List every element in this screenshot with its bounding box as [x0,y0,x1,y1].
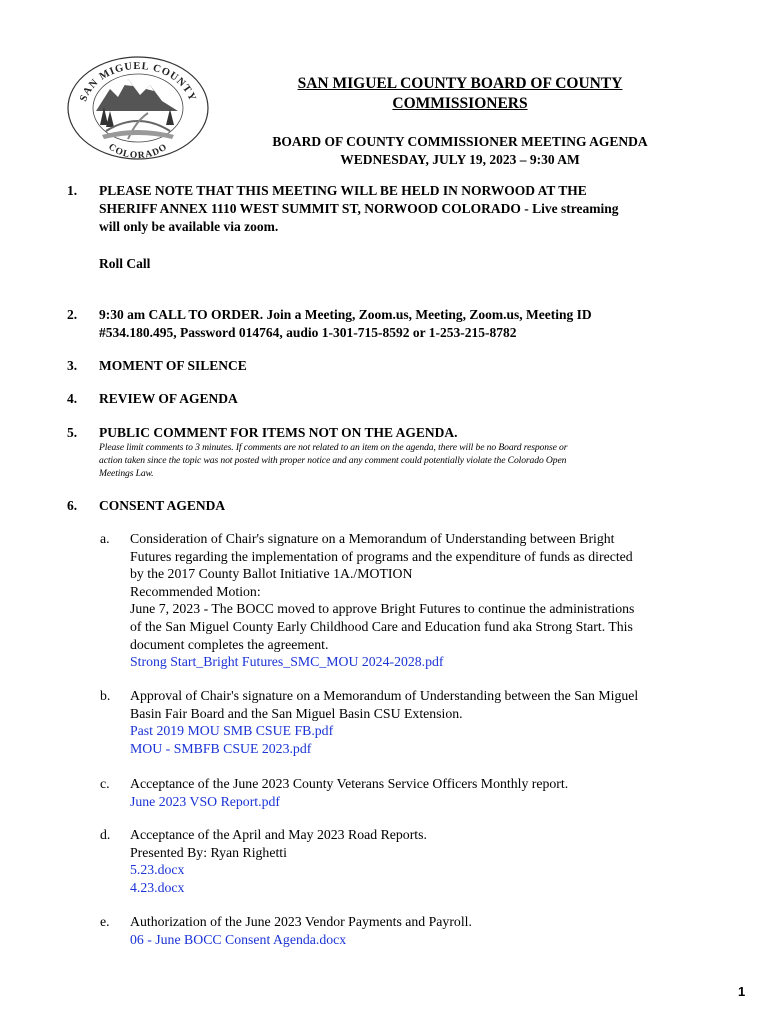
public-comment-note: Please limit comments to 3 minutes. If comments are not related to an item on the agenda, there will be no Board response or action taken since the topic was not posted with proper notice and any comment could potentially violate the Colorado Open Meetings Law. [99,442,568,479]
item-text: PUBLIC COMMENT FOR ITEMS NOT ON THE AGENDA. [99,425,458,440]
item-number: 5. [67,425,78,440]
item-number: 6. [67,498,78,513]
document-subtitle [250,133,670,169]
item-text-line: PLEASE NOTE THAT THIS MEETING WILL BE HELD IN NORWOOD AT THE [99,183,587,198]
attachment-link[interactable]: 5.23.docx [130,862,185,878]
seal-bottom-text: COLORADO [106,142,170,161]
attachment-link[interactable]: 06 - June BOCC Consent Agenda.docx [130,931,347,947]
attachment-link[interactable]: 4.23.docx [130,879,185,895]
sub-item-letter: a. [100,531,110,546]
item-text: CONSENT AGENDA [99,498,226,513]
item-text: MOMENT OF SILENCE [99,358,247,373]
page-number: 1 [738,984,746,999]
sub-item-letter: d. [100,827,111,842]
item-text-line: will only be available via zoom. [99,219,279,234]
item-number: 1. [67,183,78,198]
item-text-line: SHERIFF ANNEX 1110 WEST SUMMIT ST, NORWOOD COLORADO - Live streaming [99,201,619,216]
attachment-link[interactable]: Strong Start_Bright Futures_SMC_MOU 2024-2028.pdf [130,654,444,670]
sub-item-letter: b. [100,688,111,703]
item-text: REVIEW OF AGENDA [99,391,238,406]
item-text-line: 9:30 am CALL TO ORDER. Join a Meeting, Zoom.us, Meeting, Zoom.us, Meeting ID [99,307,592,322]
item-number: 3. [67,358,78,373]
attachment-link[interactable]: June 2023 VSO Report.pdf [130,793,280,809]
subtitle-line-1: BOARD OF COUNTY COMMISSIONER MEETING AGENDA [272,134,648,149]
item-text-line: #534.180.495, Password 014764, audio 1-301-715-8592 or 1-253-215-8782 [99,325,517,340]
title-line-2: COMMISSIONERS [392,95,528,112]
attachment-link[interactable]: MOU - SMBFB CSUE 2023.pdf [130,740,312,756]
county-seal-logo [66,55,210,161]
title-line-1: SAN MIGUEL COUNTY BOARD OF COUNTY [297,75,623,92]
sub-item-letter: e. [100,914,110,929]
document-page: SAN MIGUEL COUNTY COLORADO SAN MIGUEL COUNTY BOARD OF COUNTY COMMISSIONERS BOARD OF COUNTY COMMISSIONER MEETING AGENDA WEDNESDAY, JULY 19, 2023 – 9:30 AM 1. PLEASE NOTE THAT THIS MEETING WILL BE HELD IN NORWOOD AT THE SHERIFF ANNEX 1110 WEST SUMMIT ST, NORWOOD COLORADO - Live streaming will only be available via zoom. Roll Call 2. 9:30 am CALL TO ORDER. Join a Meeting, Zoom.us, Meeting, Zoom.us, Meeting ID #534.180.495, Password 014764, audio 1-301-715-8592 or 1-253-215-8782 3. MOMENT OF SILENCE 4. REVIEW OF AGENDA 5. PUBLIC COMMENT FOR ITEMS NOT ON THE AGENDA. Please limit comments to 3 minutes. If comments are not related to an item on the agenda, there will be no Board response or action taken since the topic was not posted with proper notice and any comment could potentially violate the Colorado Open Meetings Law. 6. CONSENT AGENDA a. Consideration of Chair's signature on a Memorandum of Understanding between Bright Futures regarding the implementation of programs and the expenditure of funds as directed by the 2017 County Ballot Initiative 1A./MOTION Recommended Motion: June 7, 2023 - The BOCC moved to approve Bright Futures to continue the administrations of the San Miguel County Early Childhood Care and Education fund aka Strong Start. This document completes the agreement. Strong Start_Bright Futures_SMC_MOU 2024-2028.pdf b. Approval of Chair's signature on a Memorandum of Understanding between the San Miguel Basin Fair Board and the San Miguel Basin CSU Extension. Past 2019 MOU SMB CSUE FB.pdf MOU - SMBFB CSUE 2023.pdf c. Acceptance of the June 2023 County Veterans Service Officers Monthly report. June 2023 VSO Report.pdf d. Acceptance of the April and May 2023 Road Reports. Presented By: Ryan Righetti 5.23.docx 4.23.docx e. Authorization of the June 2023 Vendor Payments and Payroll. 06 - June BOCC Consent Agenda.docx 1 [0,0,770,1024]
subtitle-line-2: WEDNESDAY, JULY 19, 2023 – 9:30 AM [340,152,580,167]
item-number: 2. [67,307,78,322]
attachment-link[interactable]: Past 2019 MOU SMB CSUE FB.pdf [130,723,334,739]
item-number: 4. [67,391,78,406]
seal-top-text: SAN MIGUEL COUNTY [78,60,198,104]
document-title [250,74,670,114]
sub-item-letter: c. [100,776,110,791]
